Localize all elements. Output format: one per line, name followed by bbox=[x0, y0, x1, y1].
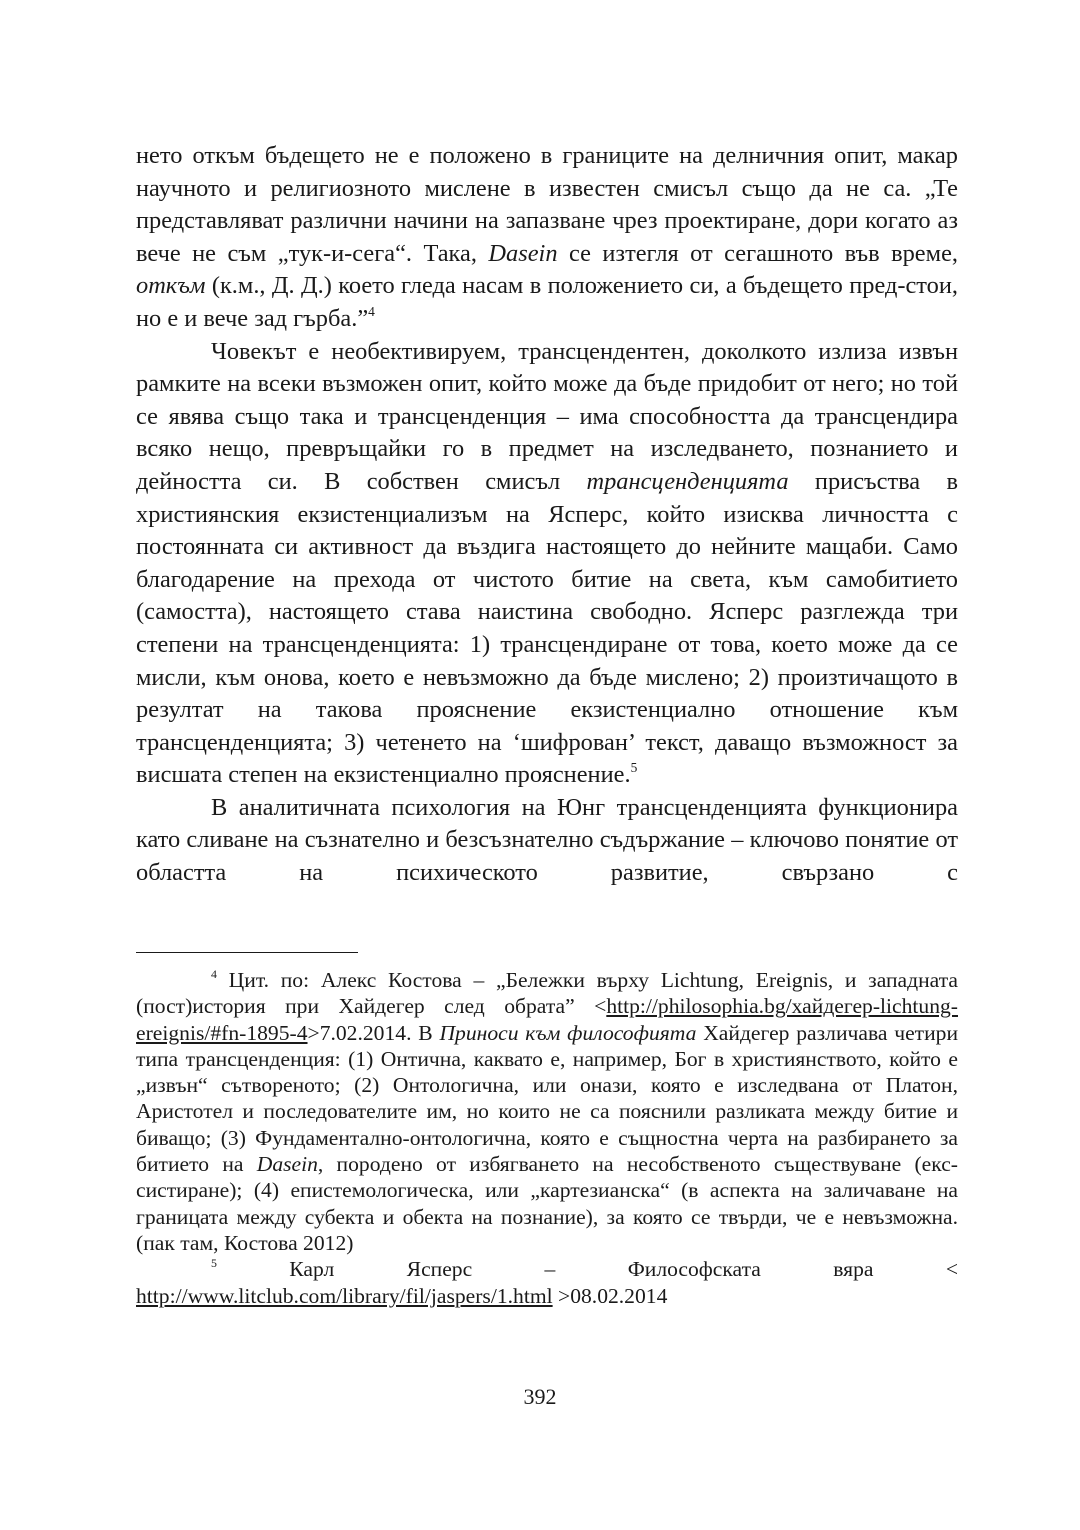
page-number: 392 bbox=[523, 1384, 557, 1409]
paragraph-2 bbox=[136, 336, 958, 792]
footnote-text: Карл Ясперс – Философската вяра < bbox=[216, 1257, 958, 1282]
footnotes bbox=[136, 967, 958, 1309]
italic-term: трансценденцията bbox=[586, 467, 789, 495]
footnote-link[interactable]: http://www.litclub.com/library/fil/jaspers/1.html bbox=[136, 1283, 553, 1308]
page-body bbox=[136, 140, 958, 890]
italic-term: Dasein bbox=[488, 239, 558, 267]
footnote-text: >08.02.2014 bbox=[552, 1283, 668, 1308]
footnote-link[interactable]: http://philosophia.bg/хайдегер-lichtung-ereignis/#fn-1895-4 bbox=[136, 994, 958, 1045]
footnote-number: 5 bbox=[211, 1256, 217, 1271]
footnote-ref-4[interactable]: 4 bbox=[368, 303, 375, 319]
paragraph-text: се изтегля от сегашното във време, bbox=[557, 239, 958, 267]
footnote-text: >7.02.2014. В bbox=[307, 1020, 440, 1045]
paragraph-text: (к.м., Д. Д.) което гледа насам в положението си, а бъдещето пред-стои, но е и вече зад гърба.” bbox=[136, 272, 958, 332]
footnote-number: 4 bbox=[211, 967, 217, 982]
italic-term: Dasein bbox=[256, 1152, 318, 1177]
paragraph-text: нето откъм бъдещето не е положено в границите на делничния опит, макар научното и религиозното мислене в известен смисъл също да не са. „Те представляват различни начини на запазване чрез проектиране, дори когато аз вече не съм „тук-и-сега“. Така, bbox=[136, 142, 958, 267]
paragraph-1 bbox=[136, 140, 958, 336]
footnote-ref-5[interactable]: 5 bbox=[630, 760, 638, 776]
footnote-5 bbox=[136, 1256, 958, 1309]
italic-title: Приноси към философията bbox=[439, 1020, 697, 1045]
footnote-text: Хайдегер различава четири типа трансценденция: (1) Онтична, каквато е, например, Бог в християнството, който е „извън“ сътвореното; (2) Онтологична, или онази, която е изследвана от Платон, Аристотел и последователите им, но които не са пояснили разликата между битие и биващо; (3) Фундаментално-онтологична, която е същностна черта на разбирането за битието на bbox=[136, 1020, 959, 1177]
italic-term: откъм bbox=[136, 272, 206, 300]
body-text bbox=[136, 140, 958, 890]
footnote-divider bbox=[136, 952, 358, 953]
paragraph-text: Човекът е необективируем, трансцендентен, доколкото излиза извън рамките на всеки възможен опит, който може да бъде придобит от него; но той се явява също така и трансценденция – има способността да трансцендира всяко нещо, превръщайки го в предмет на изследването, познанието и дейността си. В собствен смисъл bbox=[136, 337, 958, 495]
paragraph-text: присъства в християнския екзистенциализъм на Ясперс, който изисква личността с постоянната си активност да въздига настоящето до нейните мащаби. Само благодарение на прехода от чистото битие на света, към самобитието (самостта), настоящето става наистина свободно. Ясперс разглежда три степени на трансценденцията: 1) трансцендиране от това, което може да се мисли, към онова, което е невъзможно да бъде мислено; 2) произтичащото в резултат на такова прояснение екзистенциално отношение към трансценденцията; 3) четенето на ‘шифрован’ текст, даващо възможност за висшата степен на екзистенциално прояснение. bbox=[136, 467, 958, 789]
footnote-4 bbox=[136, 967, 958, 1256]
footnote-text: , породено от избягването на несобственото съществуване (екс-систиране); (4) епистемологическа, или „картезианска“ (в аспекта на заличаване на границата между субекта и обекта на познание), за която се твърди, че е невъзможна. (пак там, Костова 2012) bbox=[136, 1152, 958, 1255]
paragraph-3 bbox=[136, 792, 958, 890]
paragraph-text: В аналитичната психология на Юнг трансценденцията функционира като сливане на съзнателно и безсъзнателно съдържание – ключово понятие от областта на психическото развитие, свързано с bbox=[136, 793, 958, 887]
footnote-text: Цит. по: Алекс Костова – „Бележки върху Lichtung, Ereignis, и западната (пост)история при Хайдегер след обрата” < bbox=[136, 968, 958, 1019]
